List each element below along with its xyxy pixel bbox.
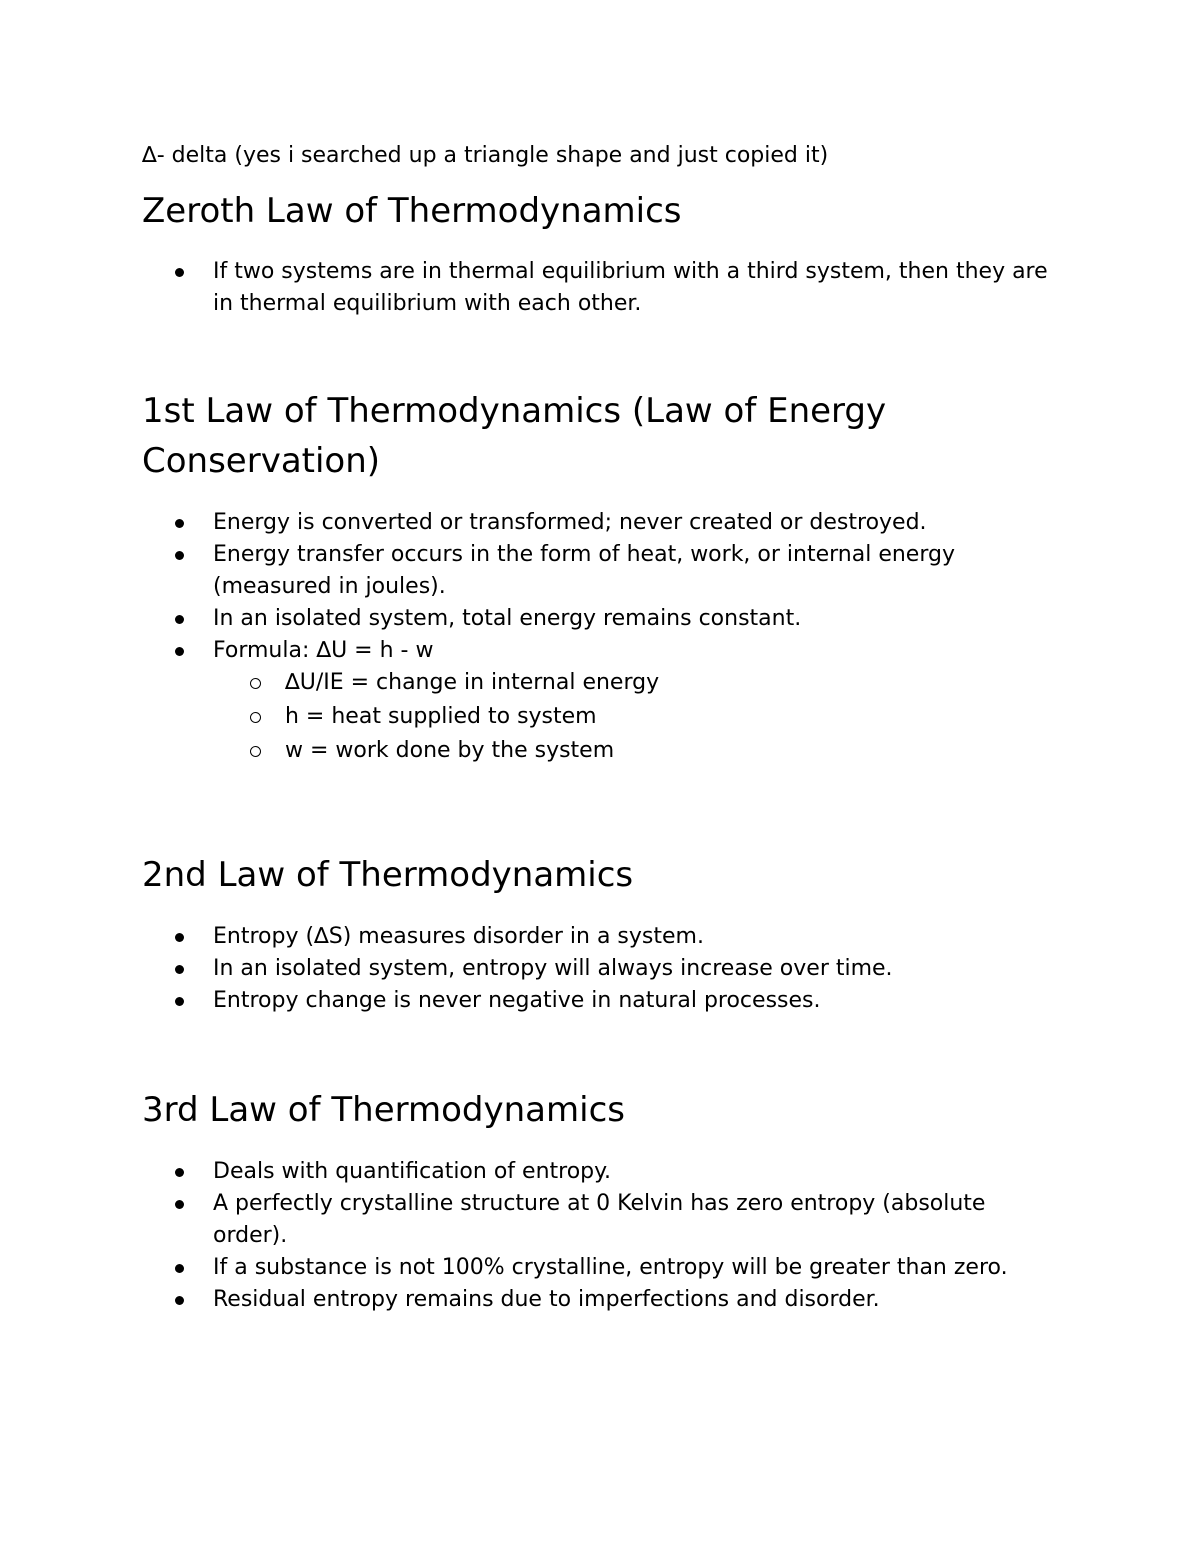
sublist-item: ∆U/IE = change in internal energy (213, 666, 1013, 700)
bullet-icon (175, 965, 184, 974)
list-item: If two systems are in thermal equilibrium with a third system, then they are in thermal equilibrium with each other. (142, 256, 1062, 320)
bullet-icon (175, 933, 184, 942)
bullet-icon (175, 519, 184, 528)
bullet-icon (175, 1296, 184, 1305)
zeroth-law-list (142, 256, 1062, 320)
list-item: Formula: ∆U = h - w (142, 635, 1062, 667)
list-item: Entropy (∆S) measures disorder in a system. (142, 921, 1062, 953)
list-item: Energy is converted or transformed; never created or destroyed. (142, 507, 1062, 539)
third-law-list (142, 1156, 1062, 1316)
sublist-item: h = heat supplied to system (213, 700, 1013, 734)
list-item: Deals with quantification of entropy. (142, 1156, 1062, 1188)
list-item: Entropy change is never negative in natural processes. (142, 985, 1062, 1017)
list-item: Energy transfer occurs in the form of heat, work, or internal energy (measured in joules). (142, 539, 1062, 603)
bullet-icon (175, 268, 184, 277)
formula-sublist (213, 666, 1013, 768)
circle-bullet-icon (250, 678, 261, 689)
circle-bullet-icon (250, 712, 261, 723)
list-item: A perfectly crystalline structure at 0 Kelvin has zero entropy (absolute order). (142, 1188, 1062, 1252)
sublist-item: w = work done by the system (213, 734, 1013, 768)
first-law-list (142, 507, 1062, 667)
heading-second-law: 2nd Law of Thermodynamics (142, 855, 634, 895)
heading-zeroth-law: Zeroth Law of Thermodynamics (142, 191, 682, 231)
second-law-list (142, 921, 1062, 1017)
bullet-icon (175, 551, 184, 560)
bullet-icon (175, 997, 184, 1006)
list-item: In an isolated system, entropy will always increase over time. (142, 953, 1062, 985)
bullet-icon (175, 1200, 184, 1209)
circle-bullet-icon (250, 746, 261, 757)
list-item: If a substance is not 100% crystalline, entropy will be greater than zero. (142, 1252, 1062, 1284)
list-item: In an isolated system, total energy remains constant. (142, 603, 1062, 635)
heading-third-law: 3rd Law of Thermodynamics (142, 1090, 625, 1130)
bullet-icon (175, 615, 184, 624)
bullet-icon (175, 1168, 184, 1177)
bullet-icon (175, 1264, 184, 1273)
list-item: Residual entropy remains due to imperfections and disorder. (142, 1284, 1062, 1316)
delta-note: ∆- delta (yes i searched up a triangle shape and just copied it) (142, 143, 829, 168)
heading-first-law: 1st Law of Thermodynamics (Law of Energy Conservation) (142, 391, 887, 481)
bullet-icon (175, 647, 184, 656)
